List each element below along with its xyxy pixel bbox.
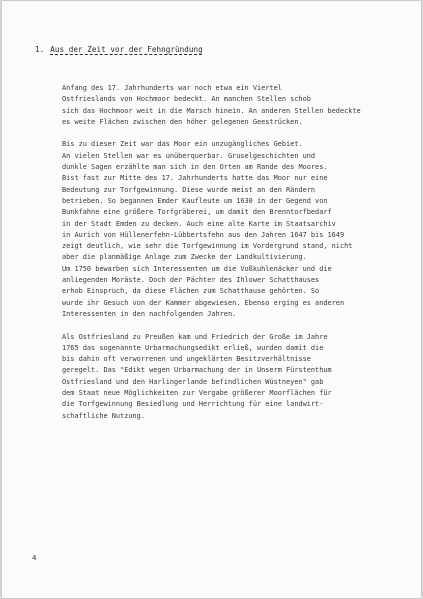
text-line: Bist fast zur Mitte des 17. Jahrhunderts hatte das Moor nur eine: [62, 174, 328, 183]
page-number: 4: [32, 553, 37, 562]
text-line: die Torfgewinnung Besiedlung und Herrichtung für eine landwirt-: [62, 400, 324, 409]
text-line: wurde ihr Gesuch von der Kammer abgewiesen. Ebenso erging es anderen: [62, 298, 345, 307]
document-page: [2, 1, 421, 598]
text-line: An vielen Stellen war es unüberquerbar. Gruselgeschichten und: [62, 151, 316, 160]
text-line: Bis zu dieser Zeit war das Moor ein unzugängliches Gebiet.: [62, 140, 303, 149]
text-line: es weite Flächen zwischen den höher gelegenen Geestrücken.: [62, 117, 303, 126]
text-line: zeigt deutlich, wie sehr die Torfgewinnung im Vordergrund stand, nicht: [62, 242, 353, 251]
text-line: Anfang des 17. Jahrhunderts war noch etwa ein Viertel: [62, 84, 282, 92]
text-line: Ostfriesland und den Harlingerlande befindlichen Wüstneyen" gab: [62, 377, 324, 386]
paragraph: [62, 332, 412, 422]
text-line: Um 1750 bewarben sich Interessenten um die Voßkuhlenäcker und die: [62, 264, 332, 273]
paragraph: [62, 139, 412, 320]
section-title: Aus der Zeit vor der Fehngründung: [50, 45, 203, 54]
text-line: dunkle Sagen erzählte man sich in den Orten am Rande des Moores.: [62, 163, 328, 172]
body-text: [62, 83, 412, 433]
text-line: betrieben. So begannen Emder Kaufleute um 1630 in der Gegend von: [62, 196, 328, 205]
section-heading: [35, 45, 203, 54]
text-line: in Aurich von Hüllenerfehn-Lübbertsfehn aus den Jahren 1647 bis 1649: [62, 230, 345, 239]
text-line: dem Staat neue Möglichkeiten zur Vergabe größerer Moorflächen für: [62, 389, 332, 398]
text-line: Bedeutung zur Torfgewinnung. Diese wurde meist an den Rändern: [62, 185, 316, 194]
text-line: Ostfrieslands von Hochmoor bedeckt. An manchen Stellen schob: [62, 95, 311, 104]
text-line: Interessenten in den nachfolgenden Jahren.: [62, 309, 237, 318]
text-line: Als Ostfriesland zu Preußen kam und Friedrich der Große im Jahre: [62, 332, 328, 341]
text-line: schaftliche Nutzung.: [62, 411, 145, 420]
text-line: aber die planmäßige Anlage zum Zwecke der Landkultivierung.: [62, 253, 307, 262]
text-line: sich das Hochmoor weit in die Marsch hinein. An anderen Stellen bedeckte: [62, 106, 361, 115]
text-line: geregelt. Das "Edikt wegen Urbarmachung der in Unserm Fürstenthum: [62, 366, 332, 375]
paragraph: [62, 83, 412, 128]
text-line: anliegenden Moräste. Doch der Pächter des Ihlower Schatthauses: [62, 276, 320, 285]
text-line: bis dahin oft verworrenen und ungeklärten Besitzverhältnisse: [62, 355, 311, 364]
section-number: 1.: [35, 45, 45, 54]
text-line: erhob Einspruch, da diese Flächen zum Schatthause gehörten. So: [62, 287, 320, 296]
text-line: Bunkfahne eine größere Torfgräberei, um damit den Brenntorfbedarf: [62, 208, 332, 217]
text-line: 1765 das sogenannte Urbarmachungsedikt erließ, wurden damit die: [62, 343, 324, 352]
text-line: in der Stadt Emden zu decken. Auch eine alte Karte im Staatsarchiv: [62, 219, 336, 228]
